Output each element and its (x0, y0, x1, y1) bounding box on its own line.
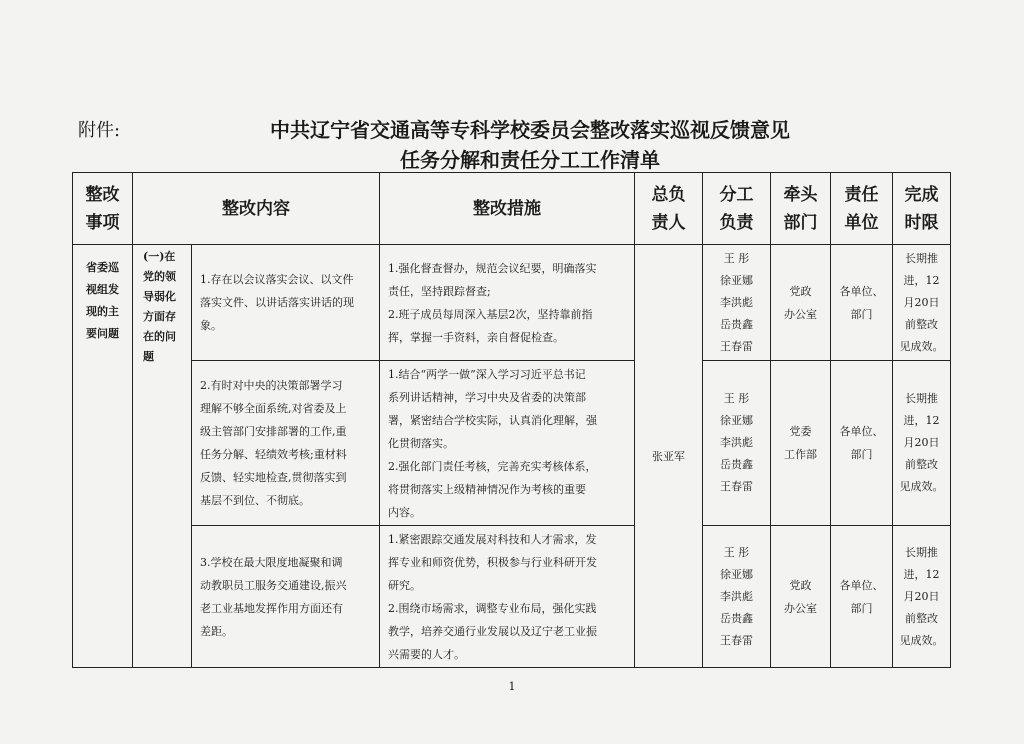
col-header-overall-leader: 总负 责人 (635, 173, 703, 245)
deadline-cell: 长期推 进，12 月20日 前整改 见成效。 (893, 245, 951, 361)
col-header-deadline: 完成 时限 (893, 173, 951, 245)
table-header-row (73, 173, 951, 245)
page-number: 1 (508, 680, 516, 693)
document-title-line1: 中共辽宁省交通高等专科学校委员会整改落实巡视反馈意见 (270, 118, 790, 142)
deadline-cell: 长期推 进，12 月20日 前整改 见成效。 (893, 526, 951, 668)
division-cell: 王 彤 徐亚娜 李洪彪 岳贵鑫 王春雷 (703, 526, 771, 668)
measures-cell: 1.强化督查督办，规范会议纪要，明确落实 责任，坚持跟踪督查; 2.班子成员每周深入基层2次，坚持靠前指 挥，掌握一手资料，亲自督促检查。 (380, 245, 635, 361)
deadline-cell: 长期推 进，12 月20日 前整改 见成效。 (893, 361, 951, 526)
content-cell: 3.学校在最大限度地凝聚和调 动教职员工服务交通建设,振兴 老工业基地发挥作用方面还有 差距。 (192, 526, 380, 668)
table-row (73, 526, 951, 668)
division-cell: 王 彤 徐亚娜 李洪彪 岳贵鑫 王春雷 (703, 361, 771, 526)
content-cell: 2.有时对中央的决策部署学习 理解不够全面系统,对省委及上 级主管部门安排部署的工作,重 任务分解、轻绩效考核;重材料 反馈、轻实地检查,贯彻落实到 基层不到位、不彻底。 (192, 361, 380, 526)
subcategory-cell: (一)在 党的领 导弱化 方面存 在的问 题 (133, 245, 192, 668)
col-header-division: 分工 负责 (703, 173, 771, 245)
col-header-measures: 整改措施 (380, 173, 635, 245)
col-header-resp-unit: 责任 单位 (831, 173, 893, 245)
task-table (72, 172, 951, 668)
table-row (73, 245, 951, 361)
document-title-line2: 任务分解和责任分工工作清单 (400, 148, 660, 172)
col-header-item: 整改 事项 (73, 173, 133, 245)
overall-leader-cell: 张亚军 (635, 245, 703, 668)
lead-dept-cell: 党政 办公室 (771, 245, 831, 361)
col-header-content: 整改内容 (133, 173, 380, 245)
resp-unit-cell: 各单位、 部门 (831, 245, 893, 361)
resp-unit-cell: 各单位、 部门 (831, 361, 893, 526)
content-cell: 1.存在以会议落实会议、以文件 落实文件、以讲话落实讲话的现 象。 (192, 245, 380, 361)
category-cell: 省委巡 视组发 现的主 要问题 (73, 245, 133, 668)
resp-unit-cell: 各单位、 部门 (831, 526, 893, 668)
table-row (73, 361, 951, 526)
col-header-lead-dept: 牵头 部门 (771, 173, 831, 245)
lead-dept-cell: 党委 工作部 (771, 361, 831, 526)
measures-cell: 1.结合“两学一做”深入学习习近平总书记 系列讲话精神，学习中央及省委的决策部 署，紧密结合学校实际，认真消化理解，强 化贯彻落实。 2.强化部门责任考核，完善充实考核体系， 将贯彻落实上级精神情况作为考核的重要 内容。 (380, 361, 635, 526)
attachment-label: 附件: (78, 120, 121, 141)
lead-dept-cell: 党政 办公室 (771, 526, 831, 668)
division-cell: 王 彤 徐亚娜 李洪彪 岳贵鑫 王春雷 (703, 245, 771, 361)
measures-cell: 1.紧密跟踪交通发展对科技和人才需求，发 挥专业和师资优势，积极参与行业科研开发 研究。 2.围绕市场需求，调整专业布局，强化实践 教学，培养交通行业发展以及辽宁老工业振 兴需要的人才。 (380, 526, 635, 668)
